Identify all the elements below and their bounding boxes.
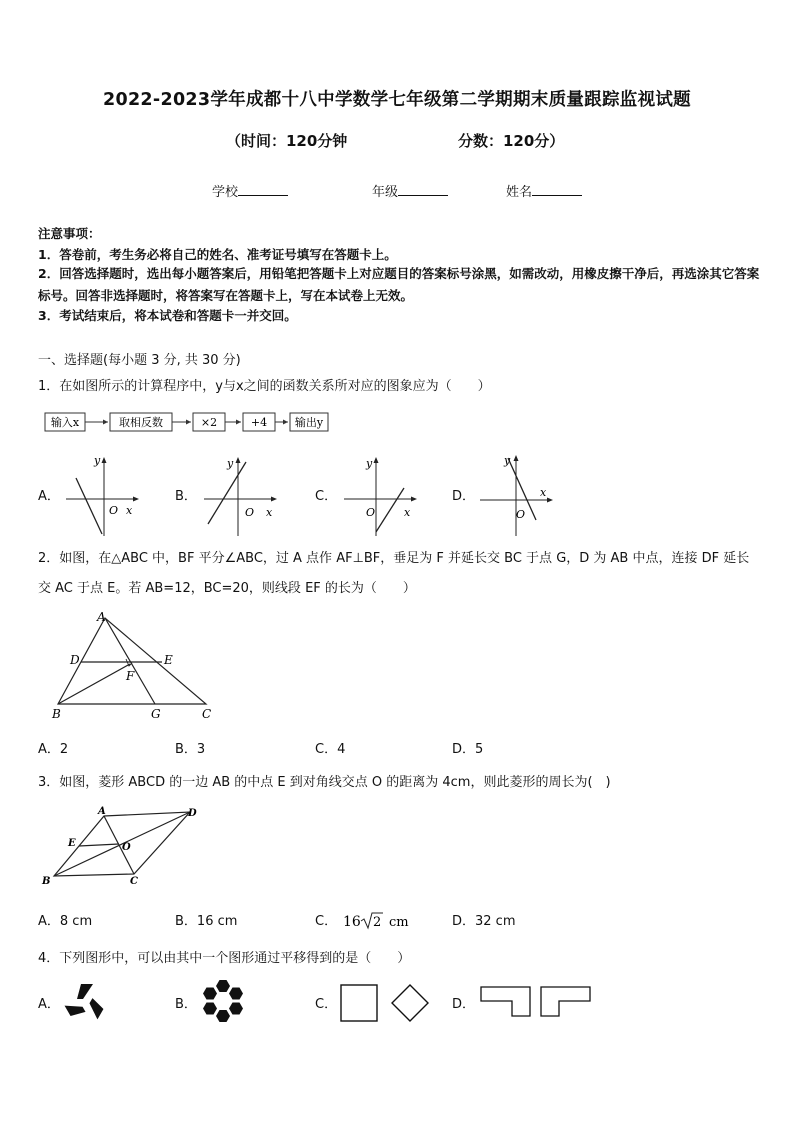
exam-time: （时间：120分钟 (226, 132, 348, 150)
q1-option-d[interactable]: D． (452, 489, 476, 504)
exam-score: 分数：120分） (458, 132, 565, 150)
label-e: E (164, 653, 173, 667)
unit-label: cm (389, 915, 409, 930)
axis-y-label: y (94, 454, 101, 467)
grade-field (372, 181, 448, 200)
label-a: A (98, 806, 106, 817)
hexagon-cell (229, 987, 243, 999)
name-label: 姓名 (506, 185, 533, 200)
q1-graph-b (200, 454, 280, 540)
label-f: F (126, 669, 135, 683)
q2-option-a[interactable]: A．2 (38, 742, 69, 757)
question-3-stem: 3．如图，菱形 ABCD 的一边 AB 的中点 E 到对角线交点 O 的距离为 4cm，则此菱形的周长为( ) (38, 775, 611, 790)
note-item: 3．考试结束后，将本试卷和答题卡一并交回。 (38, 308, 297, 323)
axis-x-label: x (266, 506, 273, 519)
q3-option-a[interactable]: A．8 cm (38, 914, 93, 929)
axis-y-label: y (366, 457, 373, 470)
q4-option-a[interactable]: A． (38, 997, 60, 1012)
notes-heading: 注意事项： (38, 226, 101, 241)
label-b: B (52, 707, 61, 721)
label-c: C (202, 707, 212, 721)
origin-label: O (109, 504, 119, 517)
label-b: B (42, 876, 51, 887)
hexagon-cell (203, 1002, 217, 1014)
q2-option-d[interactable]: D．5 (452, 742, 484, 757)
q4-option-d[interactable]: D． (452, 997, 476, 1012)
question-4-stem: 4．下列图形中，可以由其中一个图形通过平移得到的是（ ） (38, 951, 411, 966)
flow-plus-four: +4 (250, 416, 268, 429)
axis-x-label: x (540, 486, 547, 499)
note-item: 2．回答选择题时，选出每小题答案后，用铅笔把答题卡上对应题目的答案标号涂黑，如需改动，用橡皮擦干净后，再选涂其它答案标号。回答非选择题时，将答案写在答题卡上，写在本试卷上无效。 (38, 266, 760, 303)
school-blank[interactable] (238, 183, 288, 196)
q1-option-a[interactable]: A． (38, 489, 60, 504)
q4-option-b[interactable]: B． (175, 997, 197, 1012)
origin-label: O (516, 508, 526, 521)
q2-triangle-figure (44, 606, 224, 722)
hexagon-cell (216, 1010, 230, 1022)
sqrt-radicand: 2 (373, 915, 382, 930)
q3-option-d[interactable]: D．32 cm (452, 914, 516, 929)
axis-x-label: x (126, 504, 133, 517)
q4-figure-d-l-shapes-icon (478, 984, 596, 1020)
q1-option-b[interactable]: B． (175, 489, 197, 504)
q2-option-c[interactable]: C．4 (315, 742, 346, 757)
question-2-stem: 2．如图，在△ABC 中，BF 平分∠ABC，过 A 点作 AF⊥BF，垂足为 F 并延长交 BC 于点 G，D 为 AB 中点，连接 DF 延长交 AC 于点 E。若 AB=12，BC=20，则线段 EF 的长为（ ） (38, 551, 750, 596)
hexagon-cell (229, 1002, 243, 1014)
origin-label: O (245, 506, 255, 519)
q1-graph-c (340, 454, 420, 540)
grade-blank[interactable] (398, 183, 448, 196)
q1-graph-d (476, 450, 556, 540)
origin-label: O (366, 506, 376, 519)
q3-rhombus-figure (38, 802, 208, 892)
q1-option-c[interactable]: C． (315, 489, 338, 504)
axis-y-label: y (504, 454, 511, 467)
label-g: G (151, 707, 161, 721)
section-heading: 一、选择题(每小题 3 分, 共 30 分) (38, 353, 241, 368)
hexagon-cell (216, 980, 230, 992)
label-a: A (97, 610, 106, 624)
label-d: D (188, 808, 197, 819)
note-item: 1．答卷前，考生务必将自己的姓名、准考证号填写在答题卡上。 (38, 247, 397, 262)
q4-option-c[interactable]: C． (315, 997, 338, 1012)
flow-times-two: ×2 (200, 416, 218, 429)
q3-option-c[interactable]: C． 16 2 cm (315, 910, 415, 932)
q1-flowchart (38, 408, 338, 438)
q4-figure-c-square-diamond-icon (338, 982, 432, 1024)
axis-y-label: y (227, 457, 234, 470)
q2-option-b[interactable]: B．3 (175, 742, 206, 757)
name-field (506, 181, 582, 200)
label-d: D (70, 653, 80, 667)
label-o: O (122, 842, 131, 853)
grade-label: 年级 (372, 185, 399, 200)
q3-option-b[interactable]: B．16 cm (175, 914, 238, 929)
q4-figure-b-hexagon-ring-icon (198, 976, 248, 1026)
flow-input: 输入x (50, 416, 80, 429)
hexagon-cell (203, 987, 217, 999)
flow-negate: 取相反数 (119, 416, 163, 429)
label-e: E (68, 838, 76, 849)
question-1-stem: 1．在如图所示的计算程序中，y与x之间的函数关系所对应的图象应为（ ） (38, 379, 491, 394)
school-field (212, 181, 288, 200)
q4-figure-a-rotated-arrows-icon (62, 980, 108, 1026)
axis-x-label: x (404, 506, 411, 519)
sqrt-coefficient: 16 (343, 914, 362, 930)
q1-graph-a (62, 454, 142, 540)
page-title: 2022-2023学年成都十八中学数学七年级第二学期期末质量跟踪监视试题 (103, 90, 691, 110)
school-label: 学校 (212, 185, 239, 200)
label-c: C (130, 876, 138, 887)
flow-output: 输出y (294, 416, 324, 429)
name-blank[interactable] (532, 183, 582, 196)
sqrt-expression (341, 910, 415, 932)
